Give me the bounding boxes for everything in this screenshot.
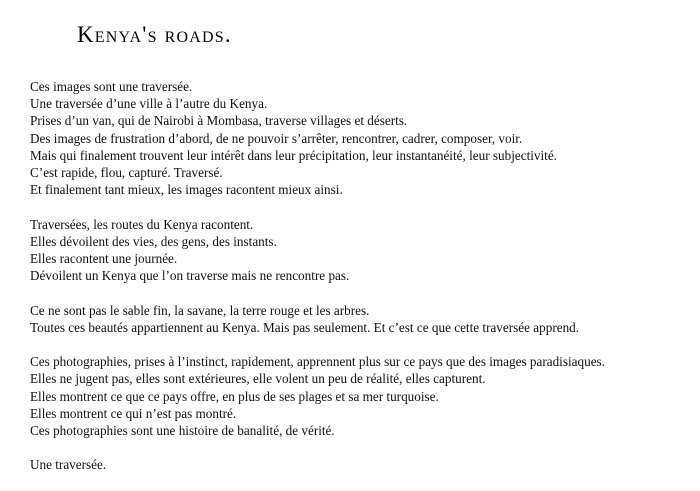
text-line: Mais qui finalement trouvent leur intérêt dans leur précipitation, leur instantanéité, leur subjectivité.	[30, 147, 557, 163]
text-line: Elles montrent ce qui n’est pas montré.	[30, 405, 237, 421]
text-line: Toutes ces beautés appartiennent au Kenya. Mais pas seulement. Et c’est ce que cette traversée apprend.	[30, 319, 580, 335]
page-title: Kenya's roads.	[77, 22, 232, 47]
text-line: Ces photographies, prises à l’instinct, rapidement, apprennent plus sur ce pays que des images paradisiaques.	[30, 354, 605, 370]
text-line: Dévoilent un Kenya que l’on traverse mais ne rencontre pas.	[30, 268, 350, 284]
text-line: Une traversée d’une ville à l’autre du Kenya.	[30, 96, 268, 112]
text-line: Elles dévoilent des vies, des gens, des instants.	[30, 233, 277, 249]
text-line: Des images de frustration d’abord, de ne pouvoir s’arrêter, rencontrer, cadrer, composer, voir.	[30, 130, 523, 146]
paragraph-2	[30, 216, 690, 285]
text-line: Une traversée.	[30, 457, 107, 473]
text-line: Ces images sont une traversée.	[30, 79, 193, 94]
text-line: Prises d’un van, qui de Nairobi à Mombasa, traverse villages et déserts.	[30, 113, 408, 129]
body-text	[30, 78, 690, 491]
text-line: Elles racontent une journée.	[30, 251, 178, 267]
text-line: Elles montrent ce que ce pays offre, en plus de ses plages et sa mer turquoise.	[30, 388, 439, 404]
text-line: C’est rapide, flou, capturé. Traversé.	[30, 165, 223, 181]
paragraph-3	[30, 302, 690, 336]
paragraph-4	[30, 353, 690, 439]
text-line: Ce ne sont pas le sable fin, la savane, la terre rouge et les arbres.	[30, 302, 370, 318]
text-line: Elles ne jugent pas, elles sont extérieures, elle volent un peu de réalité, elles capturent.	[30, 371, 486, 387]
text-line: Traversées, les routes du Kenya racontent.	[30, 216, 254, 232]
text-line: Ces photographies sont une histoire de banalité, de vérité.	[30, 423, 335, 439]
paragraph-1	[30, 78, 690, 198]
paragraph-5	[30, 456, 690, 473]
text-line: Et finalement tant mieux, les images racontent mieux ainsi.	[30, 182, 343, 198]
